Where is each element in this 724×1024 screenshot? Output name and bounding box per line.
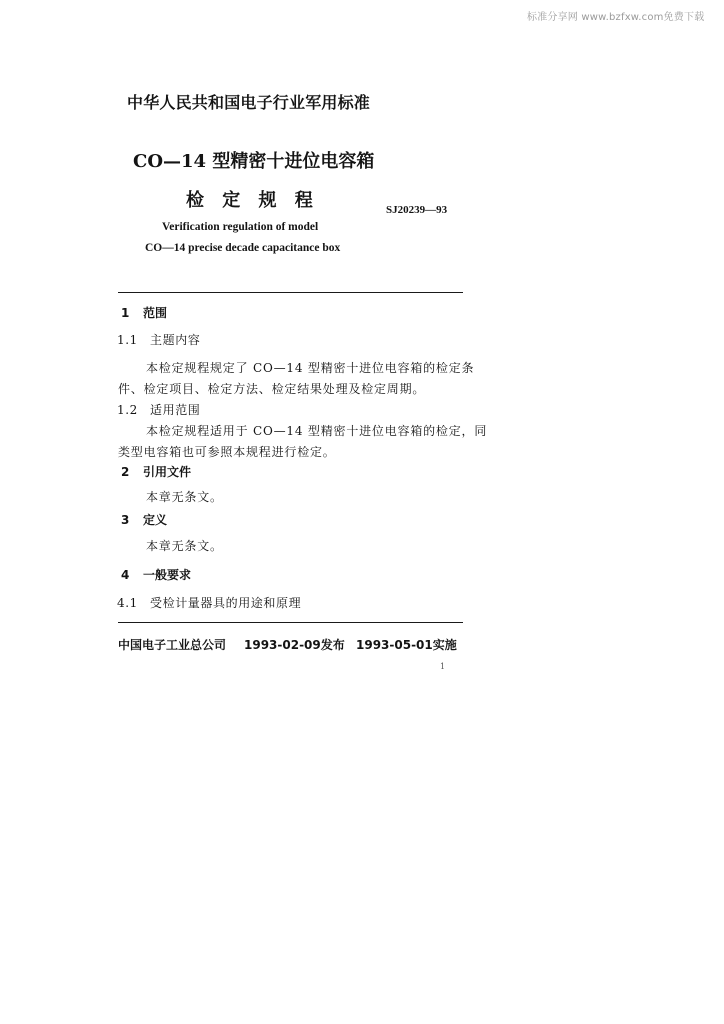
section-title: 一般要求 [143,568,192,582]
document-title-en-line2: CO—14 precise decade capacitance box [145,242,341,254]
section-number: 1 [121,306,130,320]
section-title: 引用文件 [143,465,192,479]
paragraph-line: 本章无条文。 [146,490,223,504]
section-title: 定义 [143,513,168,527]
section-1-1-heading [117,333,200,347]
section-4-heading [121,568,191,582]
footer-issue-date: 1993-02-09发布 [244,638,345,652]
header-divider [118,292,463,293]
standard-code: SJ20239—93 [386,204,448,216]
paragraph-line: 类型电容箱也可参照本规程进行检定。 [118,445,336,459]
section-title: 适用范围 [150,403,201,417]
section-number: 1.2 [117,403,138,417]
section-4-1-heading [117,596,301,610]
document-subtitle-cn: 检 定 规 程 [186,190,319,211]
section-2-heading [121,465,191,479]
section-title: 受检计量器具的用途和原理 [150,596,302,610]
paragraph-line: 本章无条文。 [146,539,223,553]
footer-divider [118,622,463,623]
section-1-2-heading [117,403,200,417]
section-number: 3 [121,513,130,527]
section-number: 1.1 [117,333,138,347]
footer [118,638,457,652]
watermark-text: 标准分享网 www.bzfxw.com免费下载 [527,12,705,23]
section-1-heading [121,306,167,320]
document-title-cn: CO—14 型精密十进位电容箱 [133,151,375,172]
document-title-en-line1: Verification regulation of model [162,221,319,233]
section-3-heading [121,513,167,527]
paragraph-line: 本检定规程适用于 CO—14 型精密十进位电容箱的检定，同 [146,424,488,438]
section-title: 范围 [143,306,168,320]
paragraph-line: 件、检定项目、检定方法、检定结果处理及检定周期。 [118,382,426,396]
paragraph-line: 本检定规程规定了 CO—14 型精密十进位电容箱的检定条 [146,361,475,375]
footer-effective-date: 1993-05-01实施 [356,638,457,652]
section-number: 2 [121,465,130,479]
section-title: 主题内容 [150,333,201,347]
section-number: 4 [121,568,130,582]
page-number: 1 [440,662,446,671]
footer-issuer: 中国电子工业总公司 [118,638,227,652]
standard-type-heading: 中华人民共和国电子行业军用标准 [127,93,371,112]
section-number: 4.1 [117,596,138,610]
